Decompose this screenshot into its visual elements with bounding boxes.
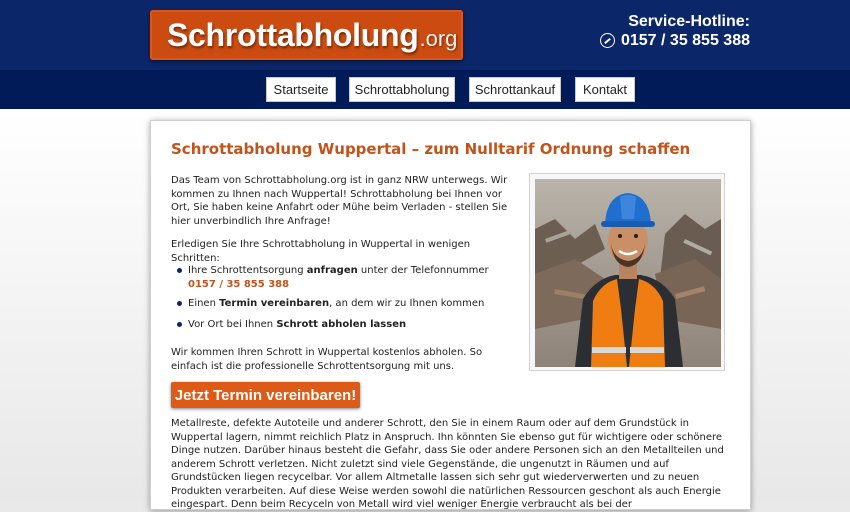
hotline-label: Service-Hotline: [628,13,750,30]
step-text-pre: Vor Ort bei Ihnen [188,319,277,330]
intro-paragraph: Das Team von Schrottabholung.org ist in ganz NRW unterwegs. Wir kommen zu Ihnen nach Wuppertal! Schrottabholung bei Ihnen vor Ort, Sie haben keine Anfahrt oder Mühe beim Verladen - stellen Sie hier unverbindlich Ihre Anfrage! [171,175,508,227]
nav-item-schrottankauf[interactable]: Schrottankauf [469,77,561,102]
nav-item-startseite[interactable]: Startseite [266,77,336,102]
step-item-pickup [188,318,508,332]
worker-photo-frame [529,173,725,371]
content-panel [150,120,751,510]
logo-tld-text: .org [419,26,458,51]
main-navigation [0,70,850,109]
service-hotline [600,12,750,50]
hotline-number-row[interactable] [600,31,750,50]
book-appointment-button[interactable]: Jetzt Termin vereinbaren! [171,382,360,408]
step-item-appointment [188,297,508,311]
step-item-request [188,264,508,291]
outro-paragraph: Wir kommen Ihren Schrott in Wuppertal kostenlos abholen. So einfach ist die professionelle Schrottentsorgung mit uns. [171,347,483,372]
step-phone-link[interactable]: 0157 / 35 855 388 [188,278,290,290]
step-text-pre: Einen [188,298,220,309]
nav-item-schrottabholung[interactable]: Schrottabholung [349,77,455,102]
phone-icon [600,33,615,48]
step-text-bold: Termin vereinbaren [219,298,330,309]
header-bar [0,0,850,70]
step-text-post: unter der Telefonnummer [357,265,489,276]
hotline-number[interactable]: 0157 / 35 855 388 [620,32,750,49]
worker-photo [535,179,721,367]
site-logo[interactable] [150,10,463,60]
logo-main-text: Schrottabholung [167,16,419,53]
step-text-pre: Ihre Schrottentsorgung [188,265,307,276]
page-title: Schrottabholung Wuppertal – zum Nulltarif Ordnung schaffen [171,140,691,158]
body-paragraph: Metallreste, defekte Autoteile und anderer Schrott, den Sie in einem Raum oder auf dem Grundstück in Wuppertal lagern, nimmt reichlich Platz in Anspruch. Ihn könnten Sie ebenso gut für wichtigere oder schönere Dinge nutzen. Darüber hinaus besteht die Gefahr, dass Sie oder andere Personen sich an den Metallteilen und anderem Schrott verletzen. Nicht zuletzt sind viele Gegenstände, die ungenutzt in Räumen und auf Grundstücken liegen recycelbar. Vor allem Altmetalle lassen sich sehr gut wiederverwerten und zu neuen Produkten verarbeiten. Auf diese Weise werden sowohl die natürlichen Ressourcen geschont als auch Energie eingespart. Denn beim Recyceln von Metall wird viel weniger Energie verbraucht als bei der [171,418,724,510]
step-text-bold: anfragen [306,265,358,276]
step-text-bold: Schrott abholen lassen [276,319,407,330]
step-text-post: , an dem wir zu Ihnen kommen [329,298,485,309]
nav-item-kontakt[interactable]: Kontakt [575,77,635,102]
steps-lead: Erledigen Sie Ihre Schrottabholung in Wuppertal in wenigen Schritten: [171,239,471,264]
